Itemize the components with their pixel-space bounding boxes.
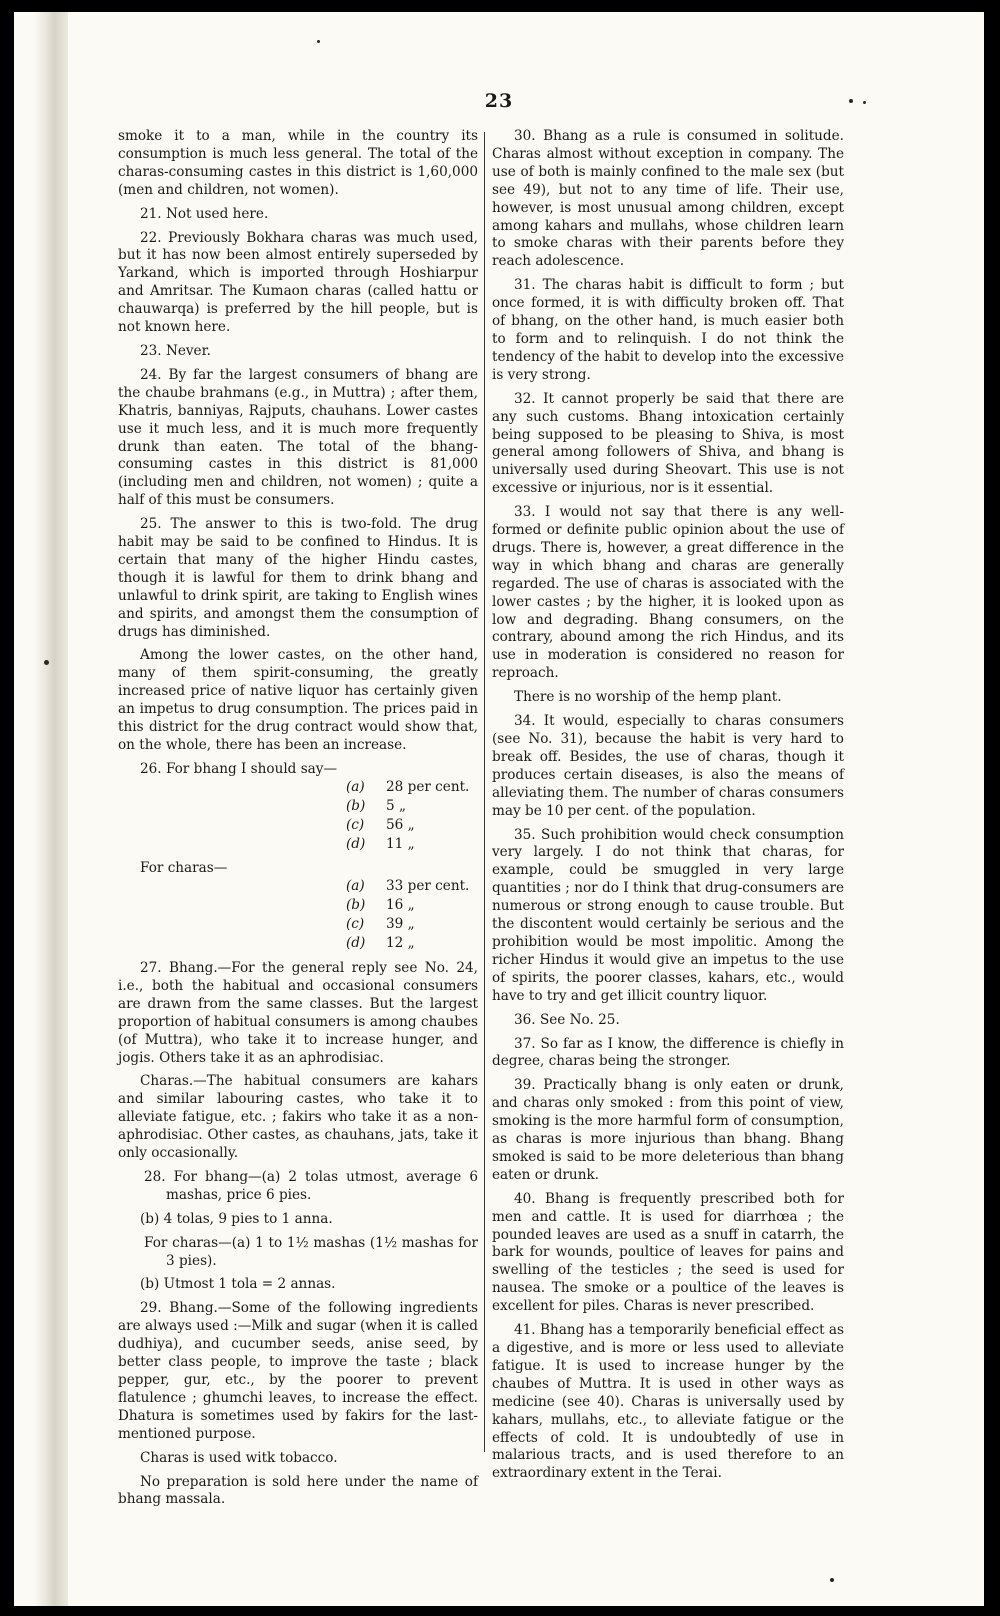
row-value: 56 „ bbox=[386, 816, 415, 833]
table-row bbox=[346, 779, 469, 798]
row-letter: (d) bbox=[346, 835, 366, 852]
paragraph-intro: smoke it to a man, while in the country its consumption is much less general. The total of the charas-consuming castes in this district is 1,60,000 (men and children, not women). bbox=[118, 128, 478, 198]
paragraph-28d: (b) Utmost 1 tola = 2 annas. bbox=[140, 1276, 336, 1293]
table-row bbox=[346, 798, 469, 817]
paragraph-29: 29. Bhang.—Some of the following ingredients are always used :—Milk and sugar (when it is called dudhiya), and cucumber seeds, anise seed, by better class people, to improve the taste ; black pepper, gur, etc., by the poorer to prevent flatulence ; ghumchi leaves, to increase the effect. Dhatura is sometimes used by fakirs for the last-mentioned purpose. bbox=[118, 1300, 478, 1442]
table-row bbox=[346, 916, 469, 935]
paragraph-35: 35. Such prohibition would check consumption very largely. I do not think that charas, for example, could be smuggled in very large quantities ; nor do I think that drug-consumers are numerous or strong enough to cause trouble. But the discontent would certainly be serious and the prohibition would be most impolitic. Among the richer Hindus it would give an impetus to the use of spirits, the poorer classes, kahars, etc., would have to try and get illicit country liquor. bbox=[492, 826, 844, 1004]
paragraph-41: 41. Bhang has a temporarily beneficial effect as a digestive, and is more or less used to alleviate fatigue. It is used to increase hunger by the chaubes of Muttra. It is used in other ways as medicine (see 40). Charas is universally used by kahars, mullahs, etc., to alleviate fatigue or the effects of cold. It is undoubtedly of use in malarious tracts, and is used therefore to an extraordinary extent in the Terai. bbox=[492, 1322, 844, 1482]
paragraph-21: 21. Not used here. bbox=[140, 205, 269, 222]
paragraph-22: 22. Previously Bokhara charas was much used, but it has now been almost entirely superseded by Yarkand, which is imported through Hoshiarpur and Amritsar. The Kumaon charas (called hattu or chauwarqa) is preferred by the hill people, but is not known here. bbox=[118, 229, 478, 336]
paragraph-26-intro: 26. For bhang I should say— bbox=[140, 760, 338, 777]
paragraph-34: 34. It would, especially to charas consumers (see No. 31), because the habit is very hard to break off. Besides, the use of charas, though it produces certain diseases, is also the means of alleviating them. The number of charas consumers may be 10 per cent. of the population. bbox=[492, 713, 844, 819]
table-row bbox=[346, 935, 469, 954]
ink-speck bbox=[849, 99, 853, 103]
paragraph-33: 33. I would not say that there is any well-formed or definite public opinion about the use of drugs. There is, however, a great difference in the way in which bhang and charas are generally regarded. The use of charas is associated with the lower castes ; by the higher, it is looked upon as low and degrading. Bhang consumers, on the contrary, abound among the rich Hindus, and its use in moderation is considered no reason for reproach. bbox=[492, 504, 844, 682]
page-number: 23 bbox=[484, 90, 514, 112]
ink-speck bbox=[44, 660, 49, 665]
paragraph-36: 36. See No. 25. bbox=[514, 1011, 620, 1028]
paragraph-23: 23. Never. bbox=[140, 342, 211, 359]
paragraph-31: 31. The charas habit is difficult to form ; but once formed, it is with difficulty broken off. That of bhang, on the other hand, is much easier both to form and to relinquish. I do not think the tendency of the habit to develop into the excessive is very strong. bbox=[492, 277, 844, 383]
charas-percentage-table bbox=[346, 878, 469, 954]
paragraph-27: 27. Bhang.—For the general reply see No. 24, i.e., both the habitual and occasional consumers are drawn from the same classes. But the largest proportion of habitual consumers is among chaubes (of Muttra), who take it to increase hunger, and jogis. Others take it as an aphrodisiac. bbox=[118, 959, 478, 1066]
row-letter: (c) bbox=[346, 916, 365, 933]
row-value: 5 „ bbox=[386, 797, 407, 814]
ink-speck bbox=[830, 1578, 834, 1582]
left-column bbox=[118, 128, 478, 1515]
row-value: 12 „ bbox=[386, 935, 415, 952]
row-letter: (b) bbox=[346, 797, 366, 814]
table-row bbox=[346, 878, 469, 897]
document-page bbox=[14, 12, 984, 1606]
table-row bbox=[346, 817, 469, 836]
ink-speck bbox=[317, 40, 320, 43]
page-binding-shadow bbox=[34, 12, 68, 1606]
bhang-percentage-table bbox=[346, 779, 469, 855]
row-value: 28 per cent. bbox=[386, 778, 470, 795]
paragraph-30: 30. Bhang as a rule is consumed in solitude. Charas almost without exception in company. The use of both is mainly confined to the male sex (but see 49), but not to any time of life. Their use, however, is most unusual among children, except among kahars and mullahs, whose children learn to smoke charas with their parents before they reach adolescence. bbox=[492, 128, 844, 270]
row-letter: (b) bbox=[346, 897, 366, 914]
paragraph-39: 39. Practically bhang is only eaten or drunk, and charas only smoked : from this point of view, smoking is the more harmful form of consumption, as charas is more injurious than bhang. Bhang smoked is said to be more deleterious than bhang eaten or drunk. bbox=[492, 1077, 844, 1183]
row-letter: (d) bbox=[346, 935, 366, 952]
right-column bbox=[492, 128, 844, 1489]
charas-label: For charas— bbox=[140, 860, 228, 877]
row-value: 16 „ bbox=[386, 897, 415, 914]
paragraph-24: 24. By far the largest consumers of bhang are the chaube brahmans (e.g., in Muttra) ; after them, Khatris, banniyas, Rajputs, chauhans. Lower castes use it much less, and it is much more frequently drunk than eaten. The total of the bhang-consuming castes in this district is 81,000 (including men and children, not women) ; quite a half of this must be consumers. bbox=[118, 366, 478, 509]
paragraph-28a: 28. For bhang—(a) 2 tolas utmost, average 6 mashas, price 6 pies. bbox=[144, 1168, 478, 1203]
paragraph-28b: (b) 4 tolas, 9 pies to 1 anna. bbox=[140, 1210, 333, 1227]
row-letter: (a) bbox=[346, 878, 365, 895]
paragraph-33b: There is no worship of the hemp plant. bbox=[514, 689, 782, 706]
paragraph-40: 40. Bhang is frequently prescribed both for men and cattle. It is used for diarrhœa ; the pounded leaves are used as a snuff in catarrh, the bark for wounds, poultice of leaves for pains and swelling of the testicles ; the seed is used for nausea. The smoke or a poultice of the leaves is excellent for piles. Charas is never prescribed. bbox=[492, 1190, 844, 1315]
column-divider bbox=[484, 132, 485, 1452]
paragraph-29b: Charas is used witk tobacco. bbox=[140, 1449, 338, 1466]
paragraph-25: 25. The answer to this is two-fold. The drug habit may be said to be confined to Hindus. It is certain that many of the higher Hindu castes, though it is lawful for them to drink bhang and unlawful to drink spirit, are taking to English wines and spirits, and amongst them the consumption of drugs has diminished. bbox=[118, 516, 478, 640]
table-row bbox=[346, 897, 469, 916]
row-value: 39 „ bbox=[386, 916, 415, 933]
paragraph-29c: No preparation is sold here under the name of bhang massala. bbox=[118, 1473, 478, 1508]
table-row bbox=[346, 836, 469, 855]
paragraph-25b: Among the lower castes, on the other hand, many of them spirit-consuming, the greatly increased price of native liquor has certainly given an impetus to drug consumption. The prices paid in this district for the drug contract would show that, on the whole, there has been an increase. bbox=[118, 647, 478, 753]
row-value: 11 „ bbox=[386, 835, 415, 852]
row-letter: (c) bbox=[346, 816, 365, 833]
ink-speck bbox=[863, 101, 866, 104]
row-letter: (a) bbox=[346, 778, 365, 795]
row-value: 33 per cent. bbox=[386, 878, 470, 895]
paragraph-37: 37. So far as I know, the difference is chiefly in degree, charas being the stronger. bbox=[492, 1035, 844, 1070]
paragraph-32: 32. It cannot properly be said that there are any such customs. Bhang intoxication certainly being supposed to be pleasing to Shiva, is most general among followers of Shiva, and bhang is universally used during Sheovart. This use is not excessive or injurious, nor is it essential. bbox=[492, 390, 844, 497]
paragraph-28c: For charas—(a) 1 to 1½ mashas (1½ mashas for 3 pies). bbox=[144, 1234, 478, 1269]
paragraph-27b: Charas.—The habitual consumers are kahars and similar labouring castes, who take it to alleviate fatigue, etc. ; fakirs who take it as a non-aphrodisiac. Other castes, as chauhans, jats, take it only occasionally. bbox=[118, 1073, 478, 1162]
